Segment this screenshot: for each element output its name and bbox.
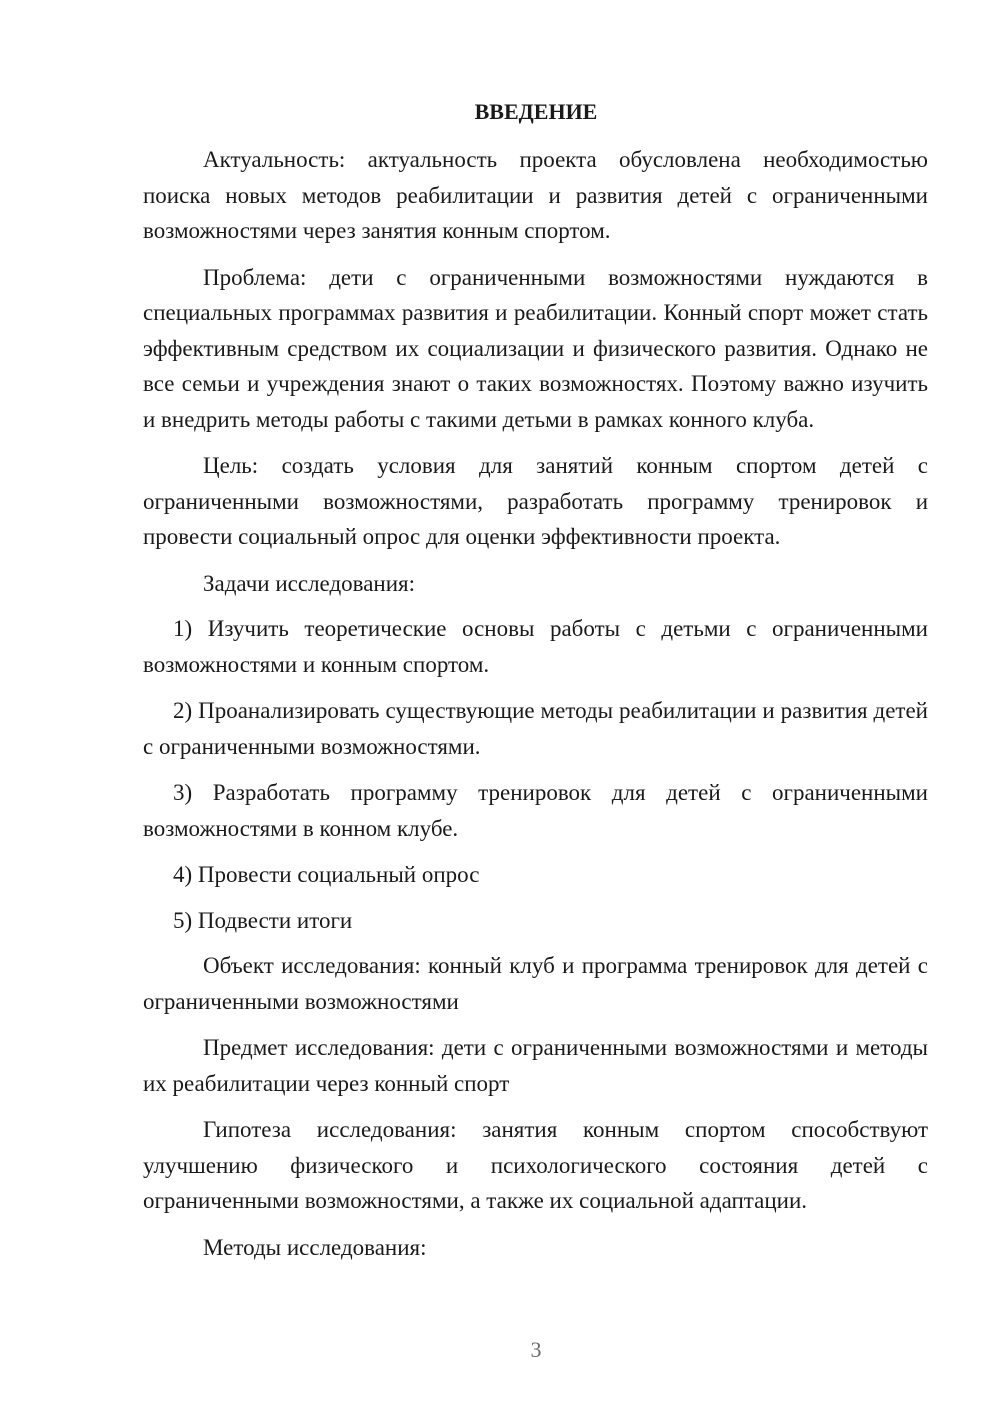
task-item-2: 2) Проанализировать существующие методы реабилитации и развития детей с ограниченными возможностями. bbox=[143, 698, 928, 759]
task-item-1: 1) Изучить теоретические основы работы с детьми с ограниченными возможностями и конным спортом. bbox=[143, 616, 928, 677]
paragraph-tasks-heading: Задачи исследования: bbox=[203, 570, 416, 596]
paragraph-relevance: Актуальность: актуальность проекта обусловлена необходимостью поиска новых методов реабилитации и развития детей с ограниченными возможностями через занятия конным спортом. bbox=[143, 147, 928, 243]
document-body bbox=[143, 142, 928, 1276]
page-heading: ВВЕДЕНИЕ bbox=[474, 99, 598, 124]
paragraph-methods: Методы исследования: bbox=[203, 1234, 427, 1260]
paragraph-hypothesis: Гипотеза исследования: занятия конным спортом способствуют улучшению физического и психологического состояния детей с ограниченными возможностями, а также их социальной адаптации. bbox=[143, 1117, 928, 1213]
paragraph-goal: Цель: создать условия для занятий конным спортом детей с ограниченными возможностями, разработать программу тренировок и провести социальный опрос для оценки эффективности проекта. bbox=[143, 453, 928, 549]
task-item-5: 5) Подвести итоги bbox=[173, 907, 353, 933]
paragraph-subject: Предмет исследования: дети с ограниченными возможностями и методы их реабилитации через конный спорт bbox=[143, 1035, 928, 1096]
page-number: 3 bbox=[530, 1337, 542, 1362]
paragraph-problem: Проблема: дети с ограниченными возможностями нуждаются в специальных программах развития и реабилитации. Конный спорт может стать эффективным средством их социализации и физического развития. Однако не все семьи и учреждения знают о таких возможностях. Поэтому важно изучить и внедрить методы работы с такими детьми в рамках конного клуба. bbox=[143, 264, 928, 432]
task-item-3: 3) Разработать программу тренировок для детей с ограниченными возможностями в конном клубе. bbox=[143, 780, 928, 841]
paragraph-object: Объект исследования: конный клуб и программа тренировок для детей с ограниченными возможностями bbox=[143, 953, 928, 1014]
task-item-4: 4) Провести социальный опрос bbox=[173, 862, 480, 887]
